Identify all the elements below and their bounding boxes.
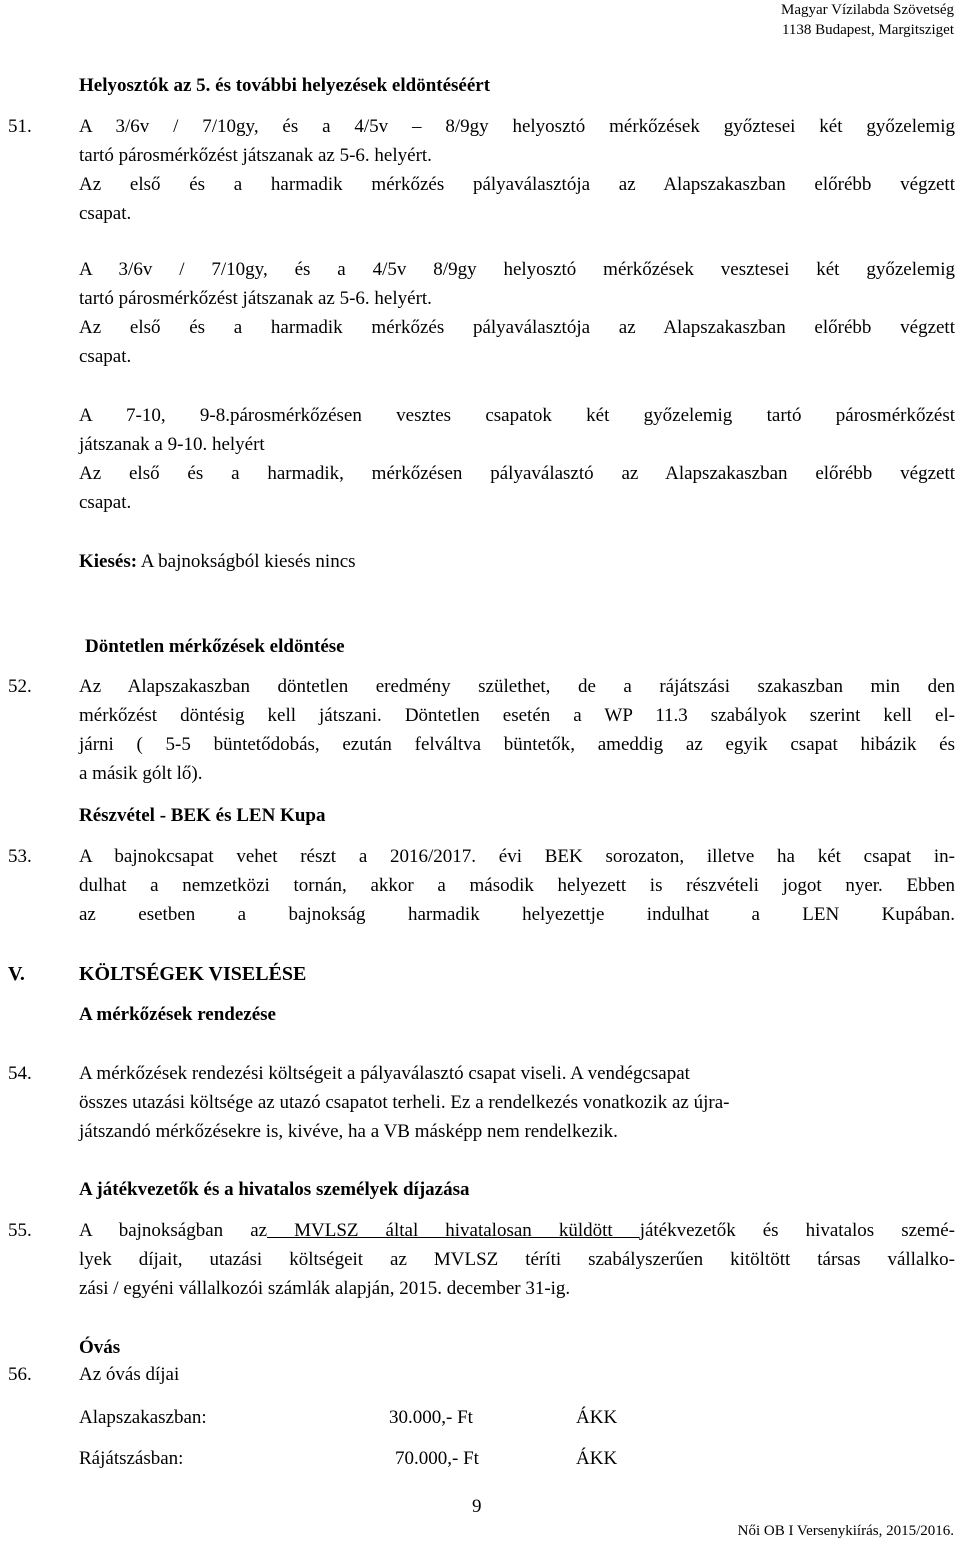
para51-p2-line4: csapat. [79,346,132,367]
para51-p3-line4: csapat. [79,492,132,513]
relegation-text: A bajnokságból kiesés nincs [140,551,356,572]
para52-line4: a másik gólt lő). [79,763,203,784]
para51-p2-line3: Az első és a harmadik mérkőzés pályaválasztója az Alapszakaszban előrébb végzett [79,317,955,338]
para51-p3-line1: A 7-10, 9-8.párosmérkőzésen vesztes csapatok két győzelemig tartó párosmérkőzést [79,405,955,426]
chapter-number: V. [8,963,25,985]
fee-payee-playoff: ÁKK [576,1448,618,1469]
footer-title: Női OB I Versenykiírás, 2015/2016. [737,1523,954,1539]
chapter-title: KÖLTSÉGEK VISELÉSE [79,963,307,985]
fee-label-regular: Alapszakaszban: [79,1407,207,1428]
para51-p1-line4: csapat. [79,203,132,224]
fee-amount-regular: 30.000,- Ft [389,1407,473,1428]
para52-line3: járni ( 5-5 büntetődobás, ezután felváltva büntetők, ameddig az egyik csapat hibázik és [79,734,955,755]
relegation-line [79,550,356,574]
heading-placement: Helyosztók az 5. és további helyezések eldöntéséért [79,75,491,96]
fee-payee-regular: ÁKK [576,1407,618,1428]
page-number: 9 [472,1496,482,1517]
relegation-label: Kiesés: [79,551,138,572]
para51-p1-line1: A 3/6v / 7/10gy, és a 4/5v – 8/9gy helyosztó mérkőzések győztesei két győzelemig [79,116,955,137]
para55-line3: zási / egyéni vállalkozói számlák alapján, 2015. december 31-ig. [79,1278,571,1299]
paragraph-number-56: 56. [8,1364,32,1385]
para51-p1-line3: Az első és a harmadik mérkőzés pályaválasztója az Alapszakaszban előrébb végzett [79,174,955,195]
paragraph-number-54: 54. [8,1063,32,1084]
para52-line1: Az Alapszakaszban döntetlen eredmény születhet, de a rájátszási szakaszban min den [79,676,955,697]
paragraph-number-51: 51. [8,116,32,137]
heading-referee-fees: A játékvezetők és a hivatalos személyek díjazása [79,1179,470,1200]
para51-p3-line2: játszanak a 9-10. helyért [79,434,265,455]
para55-line1 [79,1219,955,1243]
fee-label-playoff: Rájátszásban: [79,1448,184,1469]
header-org: Magyar Vízilabda Szövetség [780,2,954,18]
paragraph-number-53: 53. [8,846,32,867]
para54-line3: játszandó mérkőzésekre is, kivéve, ha a VB másképp nem rendelkezik. [79,1121,618,1142]
para55-line2: lyek díjait, utazási költségeit az MVLSZ téríti szabályszerűen kitöltött társas vállalko- [79,1249,955,1270]
heading-protest: Óvás [79,1337,121,1358]
para52-line2: mérkőzést döntésig kell játszani. Döntetlen esetén a WP 11.3 szabályok szerint kell el- [79,705,955,726]
para55-line1-start: A bajnokságban az [79,1220,268,1241]
para51-p2-line2: tartó párosmérkőzést játszanak az 5-6. helyért. [79,288,432,309]
para55-line1-end: játékvezetők és hivatalos szemé- [639,1220,955,1241]
header-address: 1138 Budapest, Margitsziget [781,22,954,38]
para51-p3-line3: Az első és a harmadik, mérkőzésen pályaválasztó az Alapszakaszban előrébb végzett [79,463,955,484]
para53-line2: dulhat a nemzetközi tornán, akkor a második helyezett is részvételi jogot nyer. Ebben [79,875,955,896]
para55-underlined: MVLSZ által hivatalosan küldött [267,1220,640,1241]
fee-amount-playoff: 70.000,- Ft [395,1448,479,1469]
heading-bek-len: Részvétel - BEK és LEN Kupa [79,805,326,826]
para54-line2: összes utazási költsége az utazó csapatot terheli. Ez a rendelkezés vonatkozik az újra- [79,1092,730,1113]
para53-line3: az esetben a bajnokság harmadik helyezettje indulhat a LEN Kupában. [79,904,955,925]
para51-p2-line1: A 3/6v / 7/10gy, és a 4/5v 8/9gy helyosztó mérkőzések vesztesei két győzelemig [79,259,955,280]
para54-line1: A mérkőzések rendezési költségeit a pályaválasztó csapat viseli. A vendégcsapat [79,1063,690,1084]
paragraph-number-52: 52. [8,676,32,697]
para51-p1-line2: tartó párosmérkőzést játszanak az 5-6. helyért. [79,145,432,166]
page-header [781,0,954,40]
heading-draw: Döntetlen mérkőzések eldöntése [85,636,345,657]
heading-organization: A mérkőzések rendezése [79,1004,276,1025]
para53-line1: A bajnokcsapat vehet részt a 2016/2017. évi BEK sorozaton, illetve ha két csapat in- [79,846,955,867]
paragraph-number-55: 55. [8,1220,32,1241]
protest-fees-intro: Az óvás díjai [79,1364,180,1385]
